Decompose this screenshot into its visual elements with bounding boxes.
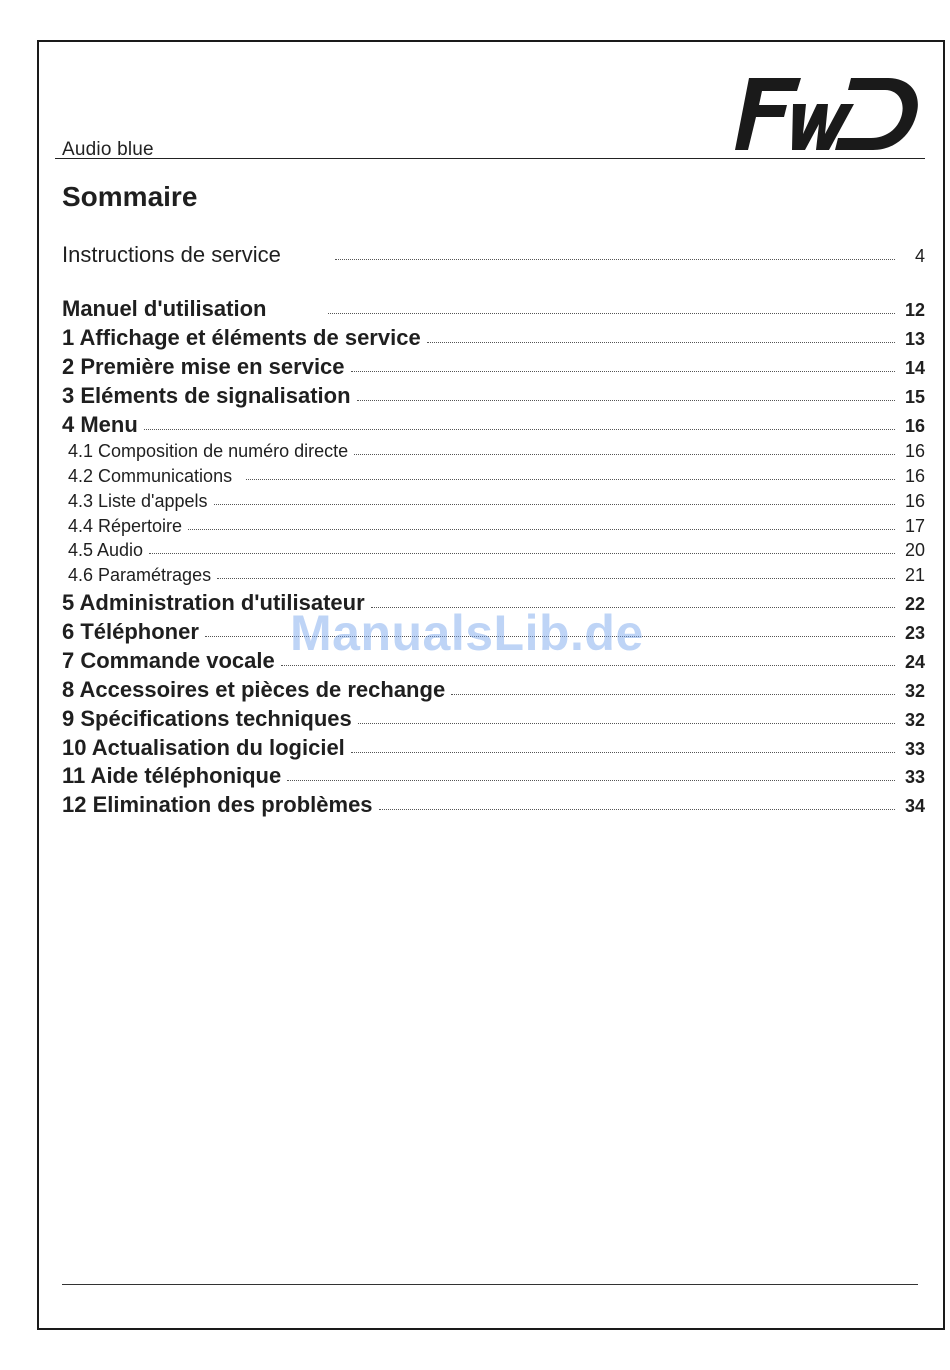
toc-entry-page: 20 bbox=[904, 540, 925, 560]
toc-leader bbox=[149, 553, 895, 554]
footer-rule bbox=[62, 1284, 918, 1285]
toc-subentry[interactable] bbox=[68, 516, 925, 537]
toc-entry-label: 12 Elimination des problèmes bbox=[62, 792, 373, 817]
toc-leader bbox=[144, 429, 895, 430]
toc-entry-label: 7 Commande vocale bbox=[62, 648, 275, 673]
toc-entry-label: 11 Aide téléphonique bbox=[62, 763, 282, 788]
toc-subentry[interactable] bbox=[68, 441, 925, 462]
toc-entry[interactable] bbox=[62, 354, 925, 380]
toc-entry-page: 17 bbox=[904, 516, 925, 536]
toc-entry-label: 4.3 Liste d'appels bbox=[68, 491, 208, 511]
toc-entry-page: 16 bbox=[904, 416, 925, 436]
toc-entry-page: 33 bbox=[904, 739, 925, 759]
toc-leader bbox=[281, 665, 895, 666]
toc-entry-label: 6 Téléphoner bbox=[62, 619, 199, 644]
toc-leader bbox=[379, 809, 895, 810]
toc-entry-label: 2 Première mise en service bbox=[62, 354, 345, 379]
toc-entry-page: 23 bbox=[904, 623, 925, 643]
toc-leader bbox=[358, 723, 895, 724]
toc-leader bbox=[246, 479, 895, 480]
toc-leader bbox=[335, 259, 895, 260]
toc-subentry[interactable] bbox=[68, 491, 925, 512]
toc-entry-label: 4.2 Communications bbox=[68, 466, 233, 486]
toc-entry-label: 3 Eléments de signalisation bbox=[62, 383, 351, 408]
toc-entry-label: 4.1 Composition de numéro directe bbox=[68, 441, 349, 461]
toc-entry-page: 14 bbox=[904, 358, 925, 378]
toc-entry-page: 4 bbox=[914, 246, 925, 266]
toc-leader bbox=[214, 504, 895, 505]
header-product-label: Audio blue bbox=[62, 139, 154, 160]
toc-entry[interactable] bbox=[62, 325, 925, 351]
toc-entry-label: 10 Actualisation du logiciel bbox=[62, 735, 345, 760]
toc-entry-page: 16 bbox=[904, 466, 925, 486]
toc-leader bbox=[354, 454, 895, 455]
toc-entry-page: 12 bbox=[904, 300, 925, 320]
toc-leader bbox=[188, 529, 895, 530]
toc-leader bbox=[351, 371, 895, 372]
toc-entry[interactable] bbox=[62, 242, 925, 268]
toc-entry-page: 32 bbox=[904, 681, 925, 701]
toc-entry-label: Instructions de service bbox=[62, 242, 281, 267]
toc-entry-label: 4.4 Répertoire bbox=[68, 516, 183, 536]
toc-entry-page: 32 bbox=[904, 710, 925, 730]
toc-entry[interactable] bbox=[62, 412, 925, 438]
toc-leader bbox=[287, 780, 895, 781]
toc-entry-page: 34 bbox=[904, 796, 925, 816]
toc-leader bbox=[328, 313, 895, 314]
toc-leader bbox=[427, 342, 895, 343]
toc-entry-label: 8 Accessoires et pièces de rechange bbox=[62, 677, 446, 702]
toc-entry-label: 5 Administration d'utilisateur bbox=[62, 590, 365, 615]
toc-entry-page: 22 bbox=[904, 594, 925, 614]
toc-entry-page: 33 bbox=[904, 767, 925, 787]
toc-entry-page: 21 bbox=[904, 565, 925, 585]
toc-entry[interactable] bbox=[62, 792, 925, 818]
toc-entry-page: 13 bbox=[904, 329, 925, 349]
toc-entry-label: 1 Affichage et éléments de service bbox=[62, 325, 421, 350]
toc-entry-page: 16 bbox=[904, 491, 925, 511]
toc-leader bbox=[357, 400, 895, 401]
toc-entry-label: 4.6 Paramétrages bbox=[68, 565, 212, 585]
toc-entry-label: 9 Spécifications techniques bbox=[62, 706, 352, 731]
toc-entry-label: 4 Menu bbox=[62, 412, 138, 437]
toc-subentry[interactable] bbox=[68, 540, 925, 561]
toc-entry[interactable] bbox=[62, 677, 925, 703]
watermark: ManualsLib.de bbox=[290, 605, 644, 661]
toc-leader bbox=[217, 578, 895, 579]
toc-leader bbox=[451, 694, 895, 695]
toc-entry-page: 16 bbox=[904, 441, 925, 461]
page-title: Sommaire bbox=[62, 181, 198, 212]
toc-entry[interactable] bbox=[62, 763, 925, 789]
toc-entry[interactable] bbox=[62, 706, 925, 732]
toc-entry[interactable] bbox=[62, 383, 925, 409]
toc-subentry[interactable] bbox=[68, 565, 925, 586]
toc-entry[interactable] bbox=[62, 296, 925, 322]
toc-entry-label: 4.5 Audio bbox=[68, 540, 144, 560]
toc-entry-page: 24 bbox=[904, 652, 925, 672]
toc-subentry[interactable] bbox=[68, 466, 925, 487]
toc-leader bbox=[351, 752, 895, 753]
toc-entry[interactable] bbox=[62, 735, 925, 761]
toc-entry-label: Manuel d'utilisation bbox=[62, 296, 267, 321]
toc-entry-page: 15 bbox=[904, 387, 925, 407]
